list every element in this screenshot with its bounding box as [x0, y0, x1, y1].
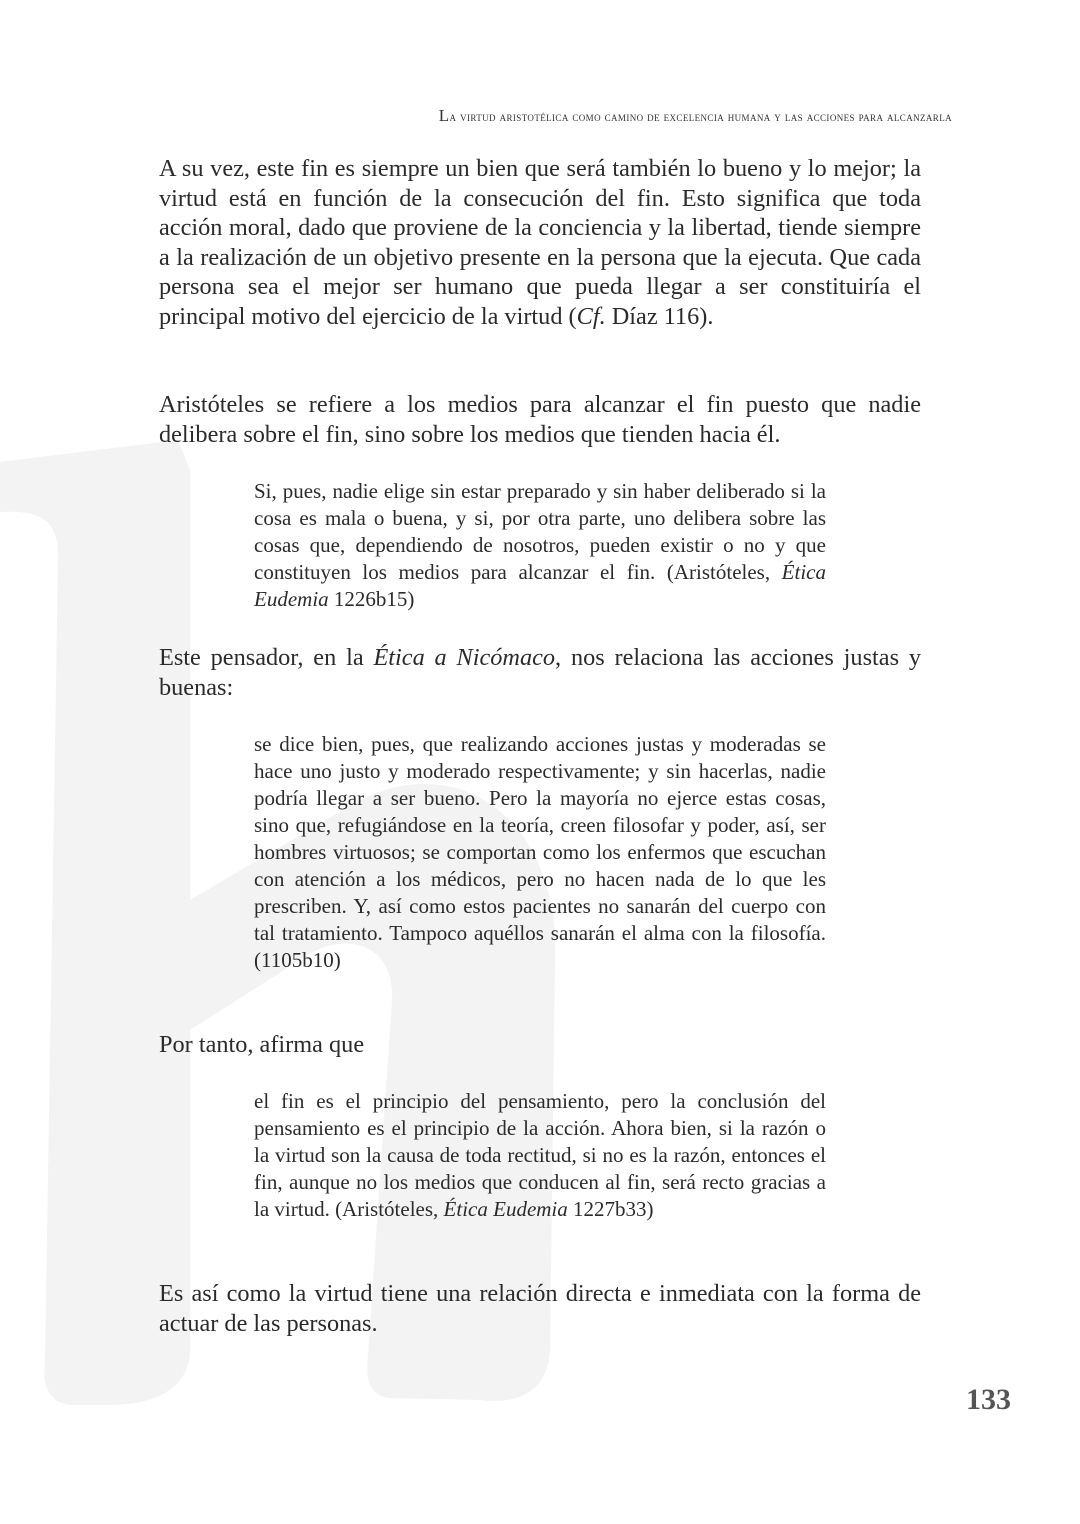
paragraph-3-start: Este pensador, en la: [159, 644, 374, 671]
block-quote-1-italic: Ética Eudemia: [254, 560, 826, 611]
paragraph-2: Aristóteles se refiere a los medios para alcanzar el fin puesto que nadie delibera sobre el fin, sino sobre los medios que tienden hacia él.: [159, 391, 921, 448]
paragraph-1-italic: Cf.: [576, 302, 606, 330]
running-head: [439, 106, 952, 126]
block-quote-1: [254, 478, 826, 613]
running-head-text: a virtud aristotélica como camino de excelencia humana y las acciones para alcanzarla: [449, 109, 952, 124]
block-quote-3-text: el fin es el principio del pensamiento, pero la conclusión del pensamiento es el principio de la acción. Ahora bien, si la razón o la virtud son la causa de toda rectitud, si no es la razón, entonces el fin, aunque no los medios que conducen al fin, será recto gracias a la virtud. (Aristóteles,: [254, 1089, 826, 1221]
paragraph-1-text: A su vez, este fin es siempre un bien que será también lo bueno y lo mejor; la virtud está en función de la consecución del fin. Esto significa que toda acción moral, dado que proviene de la conciencia y la libertad, tiende siempre a la realización de un objetivo presente en la persona que la ejecuta. Que cada persona sea el mejor ser humano que pueda llegar a ser constituiría el principal motivo del ejercicio de la virtud (: [159, 155, 921, 330]
paragraph-1: [159, 154, 921, 332]
block-quote-3: [254, 1088, 826, 1223]
paragraph-3-italic: Ética a Nicómaco: [373, 644, 556, 671]
block-quote-1-text: Si, pues, nadie elige sin estar preparado y sin haber deliberado si la cosa es mala o buena, y si, por otra parte, uno delibera sobre las cosas que, dependiendo de nosotros, pueden existir o no y que constituyen los medios para alcanzar el fin. (Aristóteles,: [254, 479, 826, 584]
paragraph-3: [159, 643, 921, 702]
block-quote-1-end: 1226b15): [328, 587, 415, 611]
block-quote-2: se dice bien, pues, que realizando acciones justas y moderadas se hace uno justo y moderado respectivamente; y sin hacerlas, nadie podría llegar a ser bueno. Pero la mayoría no ejerce estas cosas, sino que, refugiándose en la teoría, creen filosofar y poder, así, ser hombres virtuosos; se comportan como los enfermos que escuchan con atención a los médicos, pero no hacen nada de lo que les prescriben. Y, así como estos pacientes no sanarán del cuerpo con tal tratamiento. Tampoco aquéllos sanarán el alma con la filosofía. (1105b10): [254, 732, 826, 972]
paragraph-3-end: , nos relaciona las acciones justas y buenas:: [159, 644, 922, 701]
paragraph-5: Es así como la virtud tiene una relación directa e inmediata con la forma de actuar de las personas.: [159, 1280, 921, 1337]
page-number: 133: [966, 1383, 1011, 1416]
paragraph-4: Por tanto, afirma que: [159, 1031, 365, 1058]
running-head-initial: L: [438, 106, 450, 125]
paragraph-1-end: Díaz 116).: [605, 302, 714, 330]
block-quote-3-end: 1227b33): [567, 1197, 654, 1221]
block-quote-3-italic: Ética Eudemia: [443, 1197, 568, 1221]
